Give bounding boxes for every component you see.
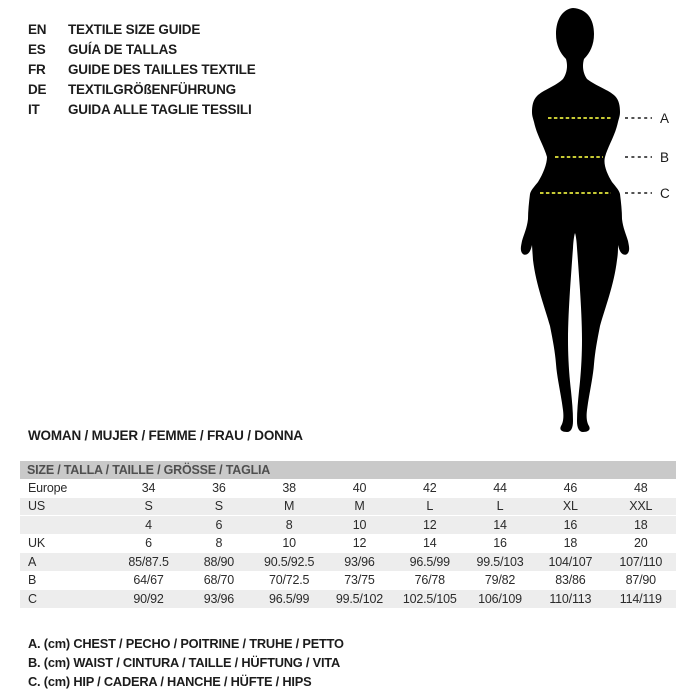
- cell: 83/86: [535, 572, 605, 591]
- gender-section-title: WOMAN / MUJER / FEMME / FRAU / DONNA: [28, 428, 303, 443]
- row-label: Europe: [20, 479, 113, 498]
- language-code: ES: [28, 42, 46, 57]
- cell: 16: [465, 535, 535, 554]
- cell: 93/96: [324, 553, 394, 572]
- table-row-waist: [20, 572, 676, 591]
- cell: 114/119: [605, 590, 676, 609]
- language-row: [28, 100, 256, 120]
- size-table: [20, 461, 676, 609]
- cell: 68/70: [184, 572, 254, 591]
- language-title: GUIDA ALLE TAGLIE TESSILI: [68, 102, 252, 117]
- language-code: IT: [28, 102, 40, 117]
- row-label: US: [20, 498, 113, 517]
- table-row-europe: [20, 479, 676, 498]
- cell: 4: [113, 516, 183, 535]
- cell: 64/67: [113, 572, 183, 591]
- cell: 104/107: [535, 553, 605, 572]
- cell: 106/109: [465, 590, 535, 609]
- cell: 8: [254, 516, 324, 535]
- cell: 87/90: [605, 572, 676, 591]
- cell: 96.5/99: [254, 590, 324, 609]
- language-title: GUIDE DES TAILLES TEXTILE: [68, 62, 256, 77]
- language-code: EN: [28, 22, 47, 37]
- cell: 34: [113, 479, 183, 498]
- cell: 99.5/102: [324, 590, 394, 609]
- table-header: SIZE / TALLA / TAILLE / GRÖSSE / TAGLIA: [20, 461, 676, 479]
- cell: 99.5/103: [465, 553, 535, 572]
- cell: 6: [184, 516, 254, 535]
- cell: XXL: [605, 498, 676, 517]
- marker-label-c: C: [660, 186, 670, 201]
- cell: 96.5/99: [395, 553, 465, 572]
- cell: 12: [395, 516, 465, 535]
- language-title: TEXTILE SIZE GUIDE: [68, 22, 201, 37]
- cell: 12: [324, 535, 394, 554]
- cell: 14: [465, 516, 535, 535]
- cell: 16: [535, 516, 605, 535]
- cell: 42: [395, 479, 465, 498]
- table-row-us: [20, 498, 676, 517]
- cell: 110/113: [535, 590, 605, 609]
- cell: 6: [113, 535, 183, 554]
- cell: S: [113, 498, 183, 517]
- cell: 90.5/92.5: [254, 553, 324, 572]
- cell: 90/92: [113, 590, 183, 609]
- table-row-uk: [20, 535, 676, 554]
- language-title: GUÍA DE TALLAS: [68, 42, 177, 57]
- cell: 14: [395, 535, 465, 554]
- language-row: [28, 20, 256, 40]
- measurement-legend: [28, 634, 344, 691]
- cell: XL: [535, 498, 605, 517]
- language-title: TEXTILGRÖßENFÜHRUNG: [68, 82, 236, 97]
- cell: 88/90: [184, 553, 254, 572]
- cell: 38: [254, 479, 324, 498]
- cell: L: [465, 498, 535, 517]
- language-row: [28, 60, 256, 80]
- cell: 10: [324, 516, 394, 535]
- table-header-row: [20, 461, 676, 479]
- language-row: [28, 80, 256, 100]
- row-label: [20, 516, 113, 535]
- cell: 73/75: [324, 572, 394, 591]
- legend-hip: C. (cm) HIP / CADERA / HANCHE / HÜFTE / HIPS: [28, 674, 312, 689]
- cell: S: [184, 498, 254, 517]
- woman-silhouette: [521, 8, 629, 432]
- cell: 40: [324, 479, 394, 498]
- body-measurement-figure: [495, 4, 700, 434]
- row-label: C: [20, 590, 113, 609]
- cell: 44: [465, 479, 535, 498]
- table-row-us-numeric: [20, 516, 676, 535]
- legend-waist: B. (cm) WAIST / CINTURA / TAILLE / HÜFTUNG / VITA: [28, 655, 341, 670]
- row-label: A: [20, 553, 113, 572]
- marker-label-a: A: [660, 111, 670, 126]
- cell: 70/72.5: [254, 572, 324, 591]
- cell: 79/82: [465, 572, 535, 591]
- marker-label-b: B: [660, 150, 670, 165]
- cell: 48: [605, 479, 676, 498]
- table-row-chest: [20, 553, 676, 572]
- language-row: [28, 40, 256, 60]
- cell: 102.5/105: [395, 590, 465, 609]
- cell: 107/110: [605, 553, 676, 572]
- cell: 76/78: [395, 572, 465, 591]
- cell: L: [395, 498, 465, 517]
- legend-chest: A. (cm) CHEST / PECHO / POITRINE / TRUHE / PETTO: [28, 636, 344, 651]
- cell: 85/87.5: [113, 553, 183, 572]
- language-code: DE: [28, 82, 47, 97]
- row-label: UK: [20, 535, 113, 554]
- cell: 18: [605, 516, 676, 535]
- cell: 46: [535, 479, 605, 498]
- language-title-block: [28, 20, 256, 120]
- language-code: FR: [28, 62, 46, 77]
- row-label: B: [20, 572, 113, 591]
- cell: 18: [535, 535, 605, 554]
- cell: 20: [605, 535, 676, 554]
- cell: 8: [184, 535, 254, 554]
- cell: M: [324, 498, 394, 517]
- cell: 93/96: [184, 590, 254, 609]
- cell: 10: [254, 535, 324, 554]
- cell: M: [254, 498, 324, 517]
- cell: 36: [184, 479, 254, 498]
- table-row-hip: [20, 590, 676, 609]
